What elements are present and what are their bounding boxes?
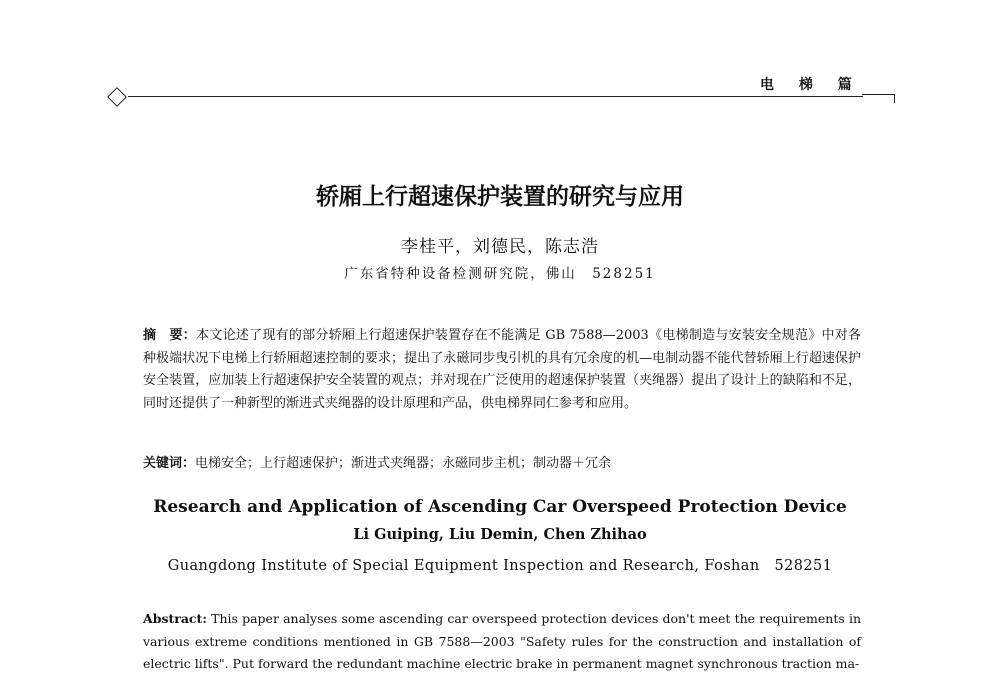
keywords-text-cn: 电梯安全；上行超速保护；渐进式夹绳器；永磁同步主机；制动器＋冗余 bbox=[195, 456, 612, 471]
keywords-cn bbox=[143, 452, 861, 471]
abstract-label-en: Abstract: bbox=[143, 611, 207, 626]
authors-en: Li Guiping, Liu Demin, Chen Zhihao bbox=[353, 526, 647, 543]
paper-title-en: Research and Application of Ascending Car Overspeed Protection Device bbox=[153, 497, 847, 517]
abstract-en bbox=[143, 608, 861, 676]
abstract-text-cn: 本文论述了现有的部分轿厢上行超速保护装置存在不能满足 GB 7588—2003《电梯制造与安装安全规范》中对各种极端状况下电梯上行轿厢超速控制的要求；提出了永磁同步曳引机的具有冗余度的机—电制动器不能代替轿厢上行超速保护安全装置，应加装上行超速保护安全装置的观点；并对现在广泛使用的超速保护装置（夹绳器）提出了设计上的缺陷和不足，同时还提供了一种新型的渐进式夹绳器的设计原理和产品，供电梯界同仁参考和应用。 bbox=[143, 328, 861, 411]
affiliation-cn: 广东省特种设备检测研究院，佛山 528251 bbox=[344, 266, 656, 282]
abstract-cn bbox=[143, 325, 861, 415]
paper-title-cn: 轿厢上行超速保护装置的研究与应用 bbox=[316, 183, 684, 210]
abstract-label-cn: 摘 要： bbox=[143, 328, 197, 343]
header-diamond-icon bbox=[107, 87, 127, 107]
keywords-label-cn: 关键词： bbox=[143, 456, 196, 471]
affiliation-en: Guangdong Institute of Special Equipment Inspection and Research, Foshan 528251 bbox=[167, 558, 833, 574]
authors-cn: 李桂平，刘德民，陈志浩 bbox=[401, 237, 599, 257]
abstract-text-en: This paper analyses some ascending car overspeed protection devices don't meet the requirements in various extreme conditions mentioned in GB 7588—2003 "Safety rules for the construction and installation of electric lifts". Put forward the redundant machine electric brake in permanent magnet synchronous traction ma- bbox=[143, 611, 861, 671]
section-label: 电 梯 篇 bbox=[760, 77, 862, 93]
header-rule bbox=[128, 96, 863, 97]
header-rule-tab bbox=[862, 94, 895, 103]
